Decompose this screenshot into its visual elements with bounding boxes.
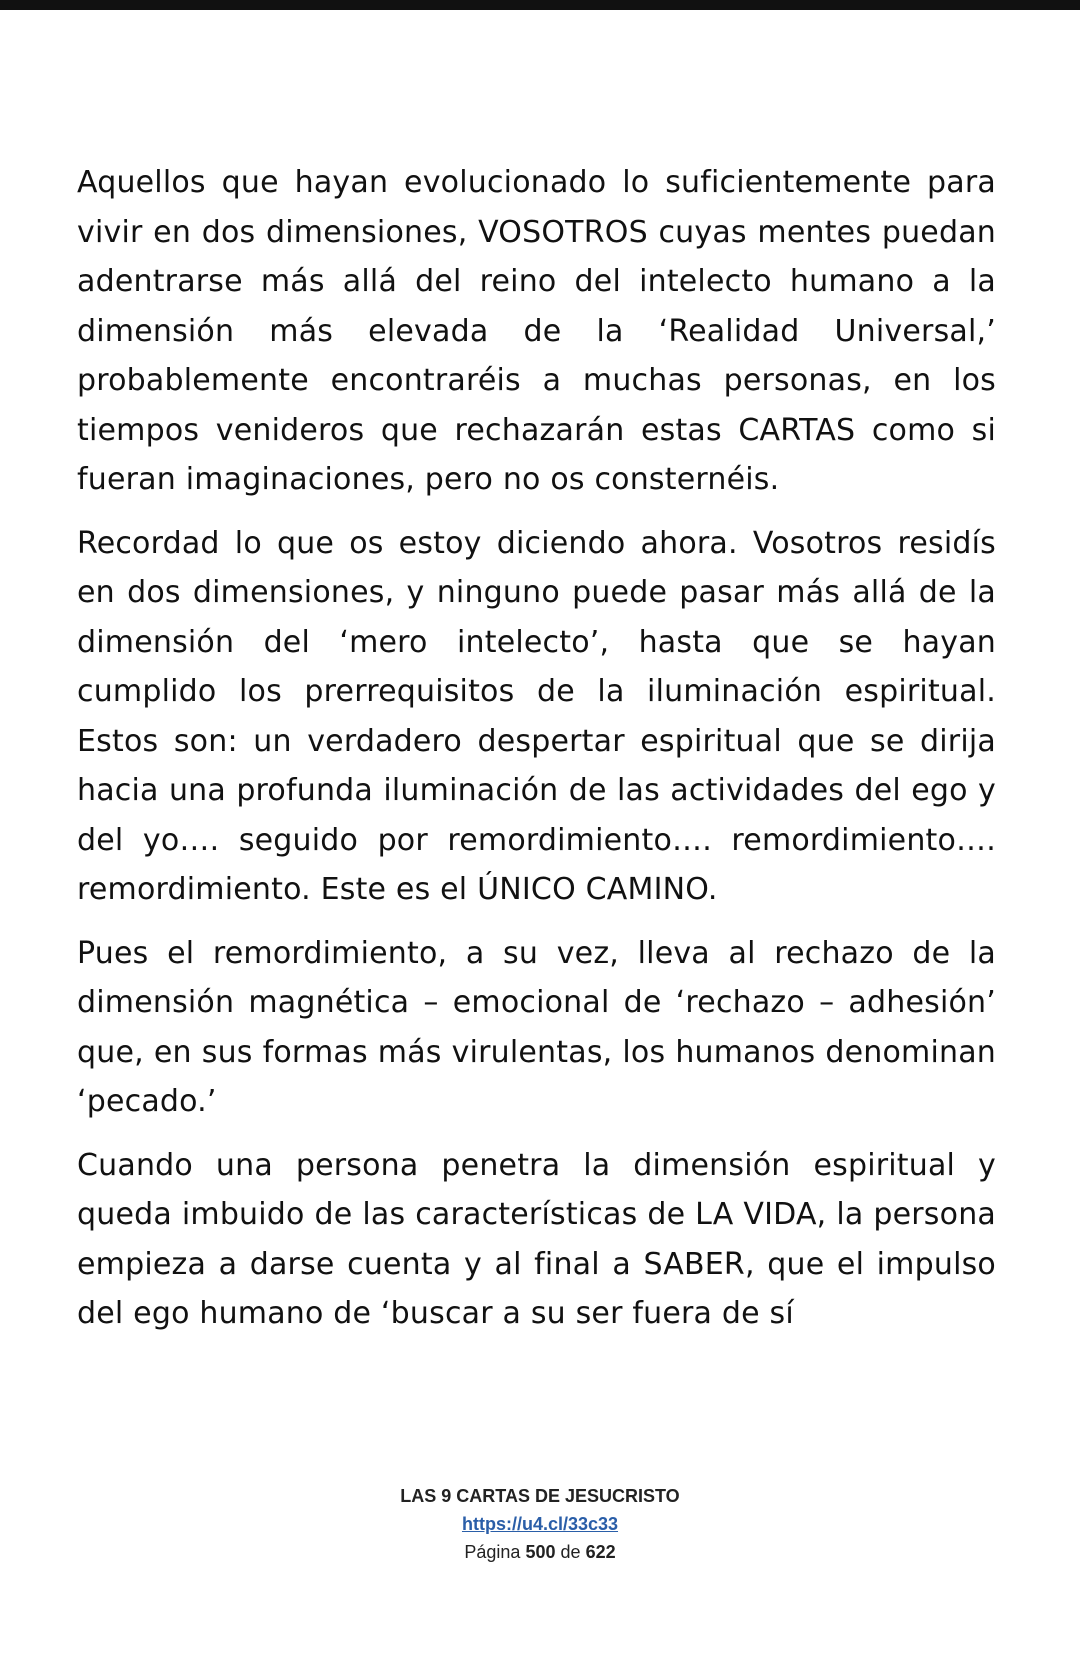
paragraph-4: Cuando una persona penetra la dimensión espiritual y queda imbuido de las características de LA VIDA, la persona empieza a darse cuenta y al final a SABER, que el impulso del ego humano de ‘buscar a su ser fuera de sí — [77, 1147, 996, 1331]
book-link[interactable]: https://u4.cl/33c33 — [461, 1514, 619, 1534]
page-number: 500 — [525, 1542, 556, 1562]
book-title: LAS 9 CARTAS DE JESUCRISTO — [400, 1486, 680, 1506]
paragraph-2: Recordad lo que os estoy diciendo ahora. Vosotros residís en dos dimensiones, y ninguno puede pasar más allá de la dimensión del ‘mero intelecto’, hasta que se hayan cumplido los prerrequisitos de la iluminación espiritual. Estos son: un verdadero despertar espiritual que se dirija hacia una profunda iluminación de las actividades del ego y del yo…. seguido por remordimiento…. remordimiento…. remordimiento. Este es el ÚNICO CAMINO. — [77, 525, 996, 907]
page-indicator — [0, 1538, 1080, 1566]
paragraph-3: Pues el remordimiento, a su vez, lleva al rechazo de la dimensión magnética – emocional de ‘rechazo – adhesión’ que, en sus formas más virulentas, los humanos denominan ‘pecado.’ — [77, 935, 996, 1119]
document-body — [77, 158, 996, 1353]
total-pages: 622 — [585, 1542, 616, 1562]
page-label: Página — [464, 1542, 521, 1562]
page-footer — [0, 1482, 1080, 1566]
of-label: de — [560, 1542, 581, 1562]
top-border — [0, 0, 1080, 10]
paragraph-1: Aquellos que hayan evolucionado lo suficientemente para vivir en dos dimensiones, VOSOTROS cuyas mentes puedan adentrarse más allá del reino del intelecto humano a la dimensión más elevada de la ‘Realidad Universal,’ probablemente encontraréis a muchas personas, en los tiempos venideros que rechazarán estas CARTAS como si fueran imaginaciones, pero no os consternéis. — [77, 165, 996, 497]
